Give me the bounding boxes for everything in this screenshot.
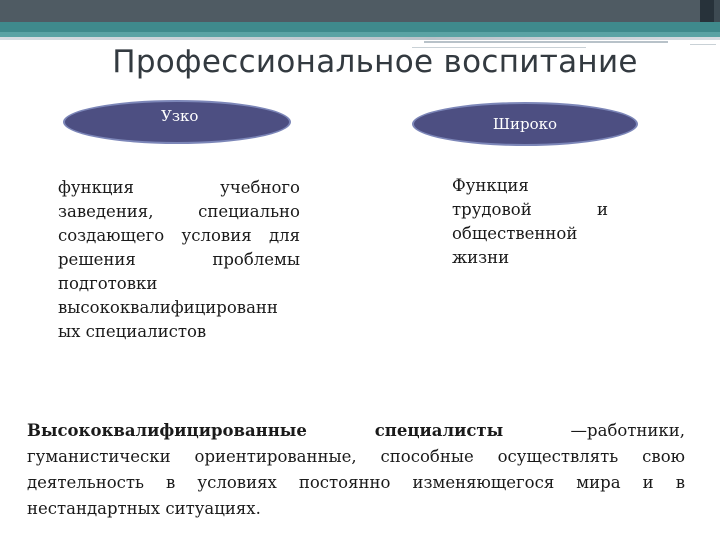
broad-oval [412, 102, 638, 146]
definition-paragraph [27, 418, 685, 522]
definition-term: Высококвалифицированные специалисты [27, 421, 504, 440]
decorative-line [424, 41, 668, 43]
header-teal-stripe [0, 22, 720, 32]
definition-text: —работники, гуманистически ориентированные, способные осуществлять свою деятельность в условиях постоянно изменяющегося мира и в нестандартных ситуациях. [27, 421, 685, 518]
header-dark-bar-accent [0, 0, 700, 22]
header-dark-bar [0, 0, 720, 22]
broad-description: Функция трудовой и общественной жизни [452, 176, 608, 267]
broad-label: Широко [492, 115, 558, 133]
header-corner-box [700, 0, 714, 22]
narrow-oval [63, 100, 291, 144]
page-title: Профессиональное воспитание [112, 44, 638, 80]
narrow-label: Узко [161, 107, 199, 125]
header-fade-line [0, 37, 720, 40]
narrow-description: функция учебного заведения, специально создающего условия для решения проблемы подготовки высококвалифицированн ых специалистов [58, 178, 300, 341]
